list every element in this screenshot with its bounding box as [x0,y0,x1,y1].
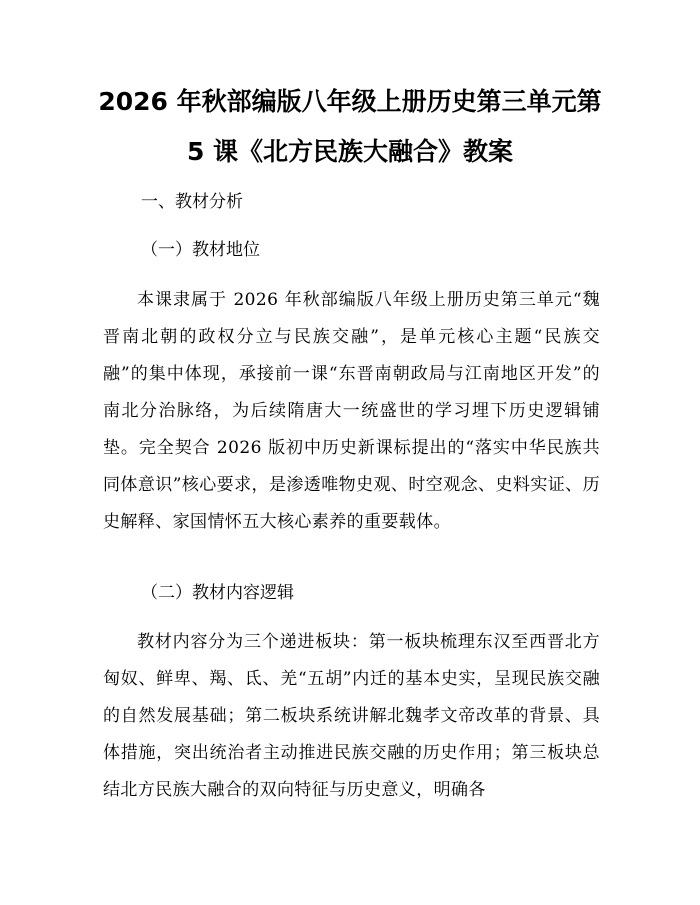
subsection-heading-content-logic: （二）教材内容逻辑 [141,583,294,603]
paragraph-textbook-position: 本课隶属于 2026 年秋部编版八年级上册历史第三单元“魏晋南北朝的政权分立与民族交融”，是单元核心主题“民族交融”的集中体现，承接前一课“东晋南朝政局与江南地区开发”的南北分治脉络，为后续隋唐大一统盛世的学习埋下历史逻辑铺垫。完全契合 2026 版初中历史新课标提出的“落实中华民族共同体意识”核心要求，是渗透唯物史观、时空观念、史料实证、历史解释、家国情怀五大核心素养的重要载体。 [103,290,600,532]
paragraph-content-logic: 教材内容分为三个递进板块：第一板块梳理东汉至西晋北方匈奴、鲜卑、羯、氐、羌“五胡”内迁的基本史实，呈现民族交融的自然发展基础；第二板块系统讲解北魏孝文帝改革的背景、具体措施，突出统治者主动推进民族交融的历史作用；第三板块总结北方民族大融合的双向特征与历史意义，明确各 [103,632,600,800]
section-heading-textbook-analysis: 一、教材分析 [141,192,243,212]
subsection-heading-textbook-position: （一）教材地位 [141,240,260,260]
document-title-line-2: 5 课《北方民族大融合》教案 [186,137,514,166]
document-title-line-1: 2026 年秋部编版八年级上册历史第三单元第 [98,87,602,116]
